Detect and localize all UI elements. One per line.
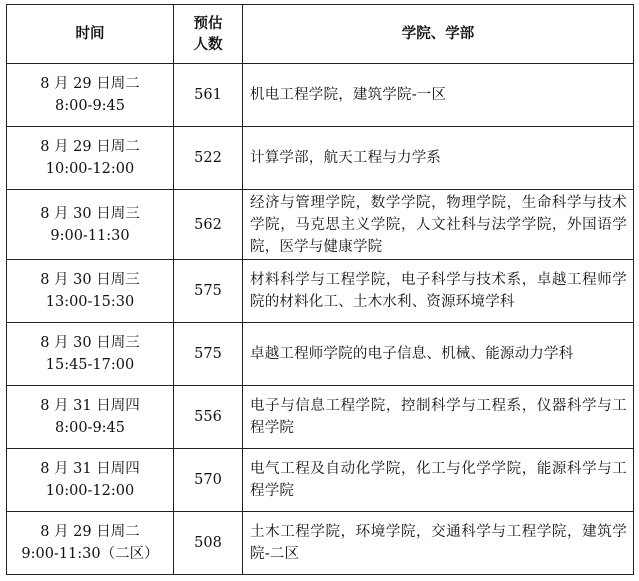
count-cell: 508 <box>174 512 243 575</box>
table-row <box>7 512 634 575</box>
table-row <box>7 190 634 260</box>
table-row <box>7 64 634 127</box>
count-cell: 522 <box>174 127 243 190</box>
date-text: 8 月 30 日周三 <box>40 272 140 288</box>
table-row <box>7 323 634 386</box>
time-text: 10:00-12:00 <box>45 483 135 499</box>
date-text: 8 月 31 日周四 <box>40 398 140 414</box>
time-text: 15:45-17:00 <box>45 357 135 373</box>
count-cell: 556 <box>174 386 243 449</box>
time-cell <box>7 449 174 512</box>
time-text: 10:00-12:00 <box>45 161 135 177</box>
header-time: 时间 <box>7 5 174 64</box>
date-text: 8 月 31 日周四 <box>40 461 140 477</box>
table-row <box>7 127 634 190</box>
count-cell: 562 <box>174 190 243 260</box>
date-text: 8 月 29 日周二 <box>40 524 140 540</box>
count-cell: 575 <box>174 260 243 323</box>
table-header <box>7 5 634 64</box>
table-row <box>7 260 634 323</box>
dept-cell: 电气工程及自动化学院，化工与化学学院，能源科学与工程学院 <box>243 449 634 512</box>
count-cell: 575 <box>174 323 243 386</box>
count-cell: 570 <box>174 449 243 512</box>
count-cell: 561 <box>174 64 243 127</box>
header-count <box>174 5 243 64</box>
dept-cell: 材料科学与工程学院，电子科学与技术系，卓越工程师学院的材料化工、土木水利、资源环境学科 <box>243 260 634 323</box>
date-text: 8 月 29 日周二 <box>40 139 140 155</box>
dept-cell: 电子与信息工程学院，控制科学与工程系，仪器科学与工程学院 <box>243 386 634 449</box>
dept-cell: 土木工程学院，环境学院，交通科学与工程学院，建筑学院-二区 <box>243 512 634 575</box>
dept-cell: 卓越工程师学院的电子信息、机械、能源动力学科 <box>243 323 634 386</box>
time-cell <box>7 260 174 323</box>
schedule-table <box>6 4 634 575</box>
table-body <box>7 64 634 575</box>
date-text: 8 月 29 日周二 <box>40 76 140 92</box>
time-cell <box>7 190 174 260</box>
date-text: 8 月 30 日周三 <box>40 335 140 351</box>
time-cell <box>7 64 174 127</box>
dept-cell: 计算学部，航天工程与力学系 <box>243 127 634 190</box>
header-row <box>7 5 634 64</box>
time-cell <box>7 512 174 575</box>
time-cell <box>7 127 174 190</box>
time-cell <box>7 323 174 386</box>
time-text: 13:00-15:30 <box>45 294 135 310</box>
header-count-line1: 预估 <box>193 15 223 32</box>
time-cell <box>7 386 174 449</box>
time-text: 9:00-11:30 <box>50 227 130 244</box>
date-text: 8 月 30 日周三 <box>40 205 140 222</box>
table-row <box>7 449 634 512</box>
table-row <box>7 386 634 449</box>
header-dept: 学院、学部 <box>243 5 634 64</box>
dept-cell: 机电工程学院，建筑学院-一区 <box>243 64 634 127</box>
dept-cell: 经济与管理学院，数学学院，物理学院，生命科学与技术学院，马克思主义学院，人文社科与法学学院，外国语学院，医学与健康学院 <box>243 190 634 260</box>
time-text: 9:00-11:30（二区） <box>21 546 159 562</box>
time-text: 8:00-9:45 <box>54 420 126 436</box>
time-text: 8:00-9:45 <box>54 98 126 114</box>
header-count-line2: 人数 <box>193 36 223 53</box>
